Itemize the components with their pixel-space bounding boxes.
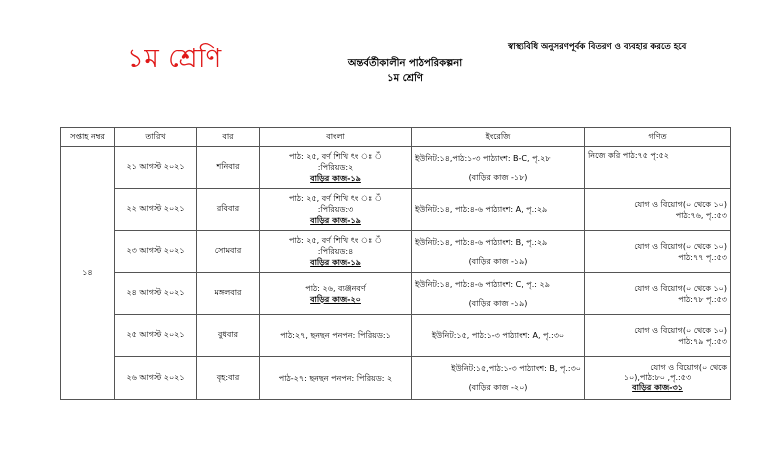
- math-lesson: পাঠ:৭৭ পৃ.:৫৩: [678, 252, 727, 262]
- bangla-homework: বাড়ির কাজ-১৯: [310, 216, 361, 225]
- english-homework: (বাড়ির কাজ -২০): [468, 383, 528, 392]
- col-header-bangla: বাংলা: [260, 128, 412, 147]
- table-row: [61, 231, 731, 273]
- math-lesson: নিজে করি পাঠ:৭৫ পৃ:৫২: [588, 151, 669, 160]
- english-lesson: ইউনিট:১৪, পাঠ:৪-৬ পাঠ্যাংশ: B, পৃ.:২৯: [415, 237, 548, 247]
- bangla-homework: বাড়ির কাজ-১৯: [310, 174, 361, 183]
- math-lesson: পাঠ:৭৬, পৃ.:৫৩: [675, 210, 727, 220]
- english-lesson: ইউনিট:১৫,পাঠ:১-৩ পাঠ্যাংশ: B, পৃ.:৩০: [451, 364, 581, 373]
- english-lesson: ইউনিট:১৫, পাঠ:১-৩ পাঠ্যাংশ: A, পৃ.:৩০: [431, 331, 565, 340]
- english-cell: [412, 273, 585, 315]
- day-cell: শনিবার: [197, 147, 260, 189]
- table-row: [61, 315, 731, 357]
- math-topic: যোগ ও বিয়োগ(০ থেকে: [650, 363, 727, 372]
- math-homework: বাড়ির কাজ-৩১: [632, 383, 683, 392]
- date-cell: ২৪ আগস্ট ২০২১: [115, 273, 197, 315]
- bangla-cell: [260, 315, 412, 357]
- document-subtitle: ১ম শ্রেণি: [387, 73, 423, 84]
- day-cell: রবিবার: [197, 189, 260, 231]
- table-row: [61, 273, 731, 315]
- english-homework: (বাড়ির কাজ -১৯): [468, 256, 528, 266]
- english-cell: [412, 315, 585, 357]
- lesson-plan-table: [60, 127, 731, 400]
- col-header-day: বার: [197, 128, 260, 147]
- week-number-cell: ১৪: [61, 147, 115, 400]
- date-cell: ২৩ আগস্ট ২০২১: [115, 231, 197, 273]
- col-header-english: ইংরেজি: [412, 128, 585, 147]
- bangla-cell: [260, 147, 412, 189]
- math-cell: [585, 147, 731, 189]
- day-cell: বুধবার: [197, 315, 260, 357]
- bangla-lesson: পাঠ:২৭, ছনছন পনপন: পিরিয়ড:১: [280, 331, 391, 340]
- math-cell: [585, 189, 731, 231]
- bangla-lesson: পাঠ: ২৫, বর্ণ শিখি ৎং ঃ ঁ: [288, 152, 383, 161]
- bangla-lesson: পাঠ: ২৬, ব্যঞ্জনবর্ণ: [305, 283, 366, 293]
- document-title-block: [320, 56, 490, 86]
- table-row: [61, 357, 731, 400]
- bangla-cell: [260, 273, 412, 315]
- col-header-math: গণিত: [585, 128, 731, 147]
- english-lesson: ইউনিট:১৪, পাঠ:৪-৬ পাঠ্যাংশ: C, পৃ.: ২৯: [415, 279, 550, 289]
- health-notice: স্বাস্থ্যবিধি অনুসরণপূর্বক বিতরণ ও ব্যবহার করতে হবে: [508, 42, 687, 52]
- date-cell: ২১ আগস্ট ২০২১: [115, 147, 197, 189]
- math-lesson: পাঠ:৭৮ পৃ.:৫৩: [678, 294, 727, 304]
- date-cell: ২২ আগস্ট ২০২১: [115, 189, 197, 231]
- math-cell: [585, 357, 731, 400]
- table-header-row: [61, 128, 731, 147]
- math-topic: যোগ ও বিয়োগ(০ থেকে ১০): [634, 199, 727, 209]
- bangla-homework: বাড়ির কাজ-২০: [310, 294, 361, 304]
- english-lesson: ইউনিট:১৪,পাঠ:১-৩ পাঠ্যাংশ: B-C, পৃ.২৮: [415, 153, 551, 163]
- math-topic: যোগ ও বিয়োগ(০ থেকে ১০): [634, 241, 727, 251]
- bangla-period: :পিরিয়ড:৪: [317, 247, 354, 256]
- math-cell: [585, 231, 731, 273]
- table-row: [61, 189, 731, 231]
- bangla-cell: [260, 231, 412, 273]
- date-cell: ২৬ আগস্ট ২০২১: [115, 357, 197, 400]
- col-header-date: তারিখ: [115, 128, 197, 147]
- english-cell: [412, 357, 585, 400]
- col-header-week: সপ্তাহ নম্বর: [61, 128, 115, 147]
- bangla-lesson: পাঠ: ২৫, বর্ণ শিখি ৎং ঃ ঁ: [288, 194, 383, 203]
- bangla-homework: বাড়ির কাজ-১৯: [310, 258, 361, 267]
- bangla-lesson: পাঠ: ২৫, বর্ণ শিখি ৎং ঃ ঁ: [288, 236, 383, 245]
- day-cell: মঙ্গলবার: [197, 273, 260, 315]
- math-topic: যোগ ও বিয়োগ(০ থেকে ১০): [634, 325, 727, 335]
- bangla-period: :পিরিয়ড:৩: [317, 205, 354, 214]
- english-cell: [412, 189, 585, 231]
- table-row: [61, 147, 731, 189]
- math-lesson: ১০),পাঠ:৮০ ,পৃ.:৫৩: [623, 373, 692, 382]
- day-cell: সোমবার: [197, 231, 260, 273]
- class-badge: ১ম শ্রেণি: [127, 44, 222, 74]
- english-homework: (বাড়ির কাজ -১৯): [468, 298, 528, 308]
- document-title: অন্তর্বর্তীকালীন পাঠপরিকল্পনা: [347, 58, 463, 69]
- bangla-period: :পিরিয়ড:২: [317, 163, 354, 172]
- math-topic: যোগ ও বিয়োগ(০ থেকে ১০): [634, 283, 727, 293]
- bangla-cell: [260, 189, 412, 231]
- bangla-cell: [260, 357, 412, 400]
- english-cell: [412, 231, 585, 273]
- math-cell: [585, 273, 731, 315]
- day-cell: বৃহ:বার: [197, 357, 260, 400]
- bangla-lesson: পাঠ-২৭: ছনছন পনপন: পিরিয়ড: ২: [278, 373, 393, 383]
- math-cell: [585, 315, 731, 357]
- math-lesson: পাঠ:৭৯ পৃ.:৫৩: [678, 336, 727, 346]
- english-cell: [412, 147, 585, 189]
- english-lesson: ইউনিট:১৪, পাঠ:৪-৬ পাঠ্যাংশ: A, পৃ.:২৯: [415, 205, 548, 214]
- english-homework: (বাড়ির কাজ -১৮): [468, 172, 528, 182]
- date-cell: ২৫ আগস্ট ২০২১: [115, 315, 197, 357]
